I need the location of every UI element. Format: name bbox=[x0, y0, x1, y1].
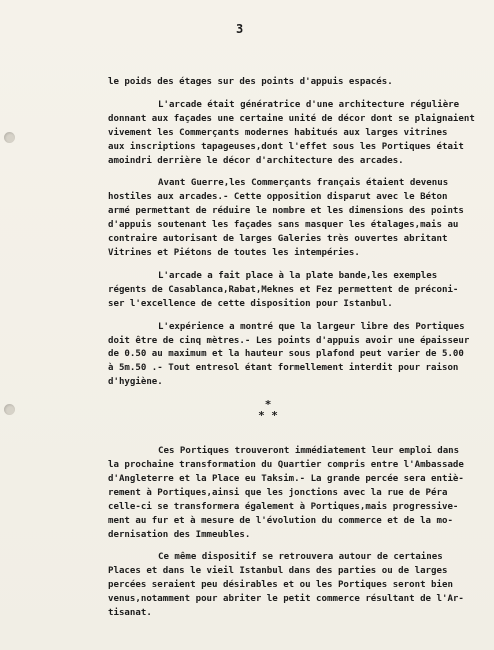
text-line: tisanat. bbox=[108, 608, 152, 619]
text-line: ser l'excellence de cette disposition pour Istanbul. bbox=[108, 298, 393, 309]
text-line: à 5m.50 .- Tout entresol étant formellement interdit pour raison bbox=[108, 363, 459, 374]
punch-hole bbox=[4, 132, 15, 143]
text-line: Ce même dispositif se retrouvera autour de certaines bbox=[158, 552, 443, 563]
text-line: contraire autorisant de larges Galeries très ouvertes abritant bbox=[108, 234, 448, 245]
paragraph bbox=[108, 99, 484, 169]
text-line: d'appuis soutenant les façades sans masquer les étalages,mais au bbox=[108, 220, 459, 231]
text-line: donnant aux façades une certaine unité de décor dont se plaignaient bbox=[108, 113, 475, 124]
text-line: Ces Portiques trouveront immédiatement leur emploi dans bbox=[158, 446, 460, 457]
text-line: hostiles aux arcades.- Cette opposition disparut avec le Béton bbox=[108, 192, 448, 203]
text-line: amoindri derrière le décor d'architecture des arcades. bbox=[108, 155, 404, 166]
paragraph bbox=[108, 321, 484, 391]
text-line: le poids des étages sur des points d'appuis espacés. bbox=[108, 77, 393, 87]
text-line: la prochaine transformation du Quartier compris entre l'Ambassade bbox=[108, 460, 464, 471]
text-line: L'expérience a montré que la largeur libre des Portiques bbox=[158, 321, 465, 332]
text-line: ment au fur et à mesure de l'évolution du commerce et de la mo- bbox=[108, 515, 453, 526]
section-separator bbox=[108, 399, 428, 421]
paragraph bbox=[108, 76, 484, 90]
separator-line: * bbox=[264, 398, 272, 412]
text-line: rement à Portiques,ainsi que les jonctions avec la rue de Péra bbox=[108, 487, 448, 498]
separator-line: * * bbox=[258, 409, 278, 423]
page-number: 3 bbox=[236, 22, 244, 36]
text-line: Avant Guerre,les Commerçants français étaient devenus bbox=[158, 178, 449, 189]
text-line: L'arcade a fait place à la plate bande,les exemples bbox=[158, 270, 438, 281]
text-line: armé permettant de réduire le nombre et les dimensions des points bbox=[108, 206, 464, 217]
document-body bbox=[108, 76, 484, 630]
text-section-before bbox=[108, 76, 484, 390]
text-line: celle-ci se transformera également à Portiques,mais progressive- bbox=[108, 501, 459, 512]
punch-hole bbox=[4, 404, 15, 415]
text-line: de 0.50 au maximum et la hauteur sous plafond peut varier de 5.00 bbox=[108, 349, 464, 360]
text-line: vivement les Commerçants modernes habitués aux larges vitrines bbox=[108, 127, 448, 138]
text-line: Vitrines et Piétons de toutes les intempéries. bbox=[108, 247, 360, 258]
text-line: régents de Casablanca,Rabat,Meknes et Fez permettent de préconi- bbox=[108, 284, 459, 295]
text-line: d'hygiène. bbox=[108, 377, 163, 388]
text-line: L'arcade était génératrice d'une architecture régulière bbox=[158, 99, 460, 110]
text-line: dernisation des Immeubles. bbox=[108, 529, 251, 540]
text-line: aux inscriptions tapageuses,dont l'effet sous les Portiques était bbox=[108, 141, 464, 152]
text-line: doit être de cinq mètres.- Les points d'appuis avoir une épaisseur bbox=[108, 335, 470, 346]
text-section-after bbox=[108, 445, 484, 621]
paragraph bbox=[108, 445, 484, 542]
text-line: venus,notamment pour abriter le petit commerce résultant de l'Ar- bbox=[108, 594, 464, 605]
paragraph bbox=[108, 551, 484, 621]
paragraph bbox=[108, 270, 484, 312]
text-line: Places et dans le vieil Istanbul dans des parties ou de larges bbox=[108, 566, 448, 577]
paragraph bbox=[108, 177, 484, 260]
text-line: d'Angleterre et la Place eu Taksim.- La grande percée sera entiè- bbox=[108, 473, 464, 484]
text-line: percées seraient peu désirables et ou les Portiques seront bien bbox=[108, 580, 453, 591]
